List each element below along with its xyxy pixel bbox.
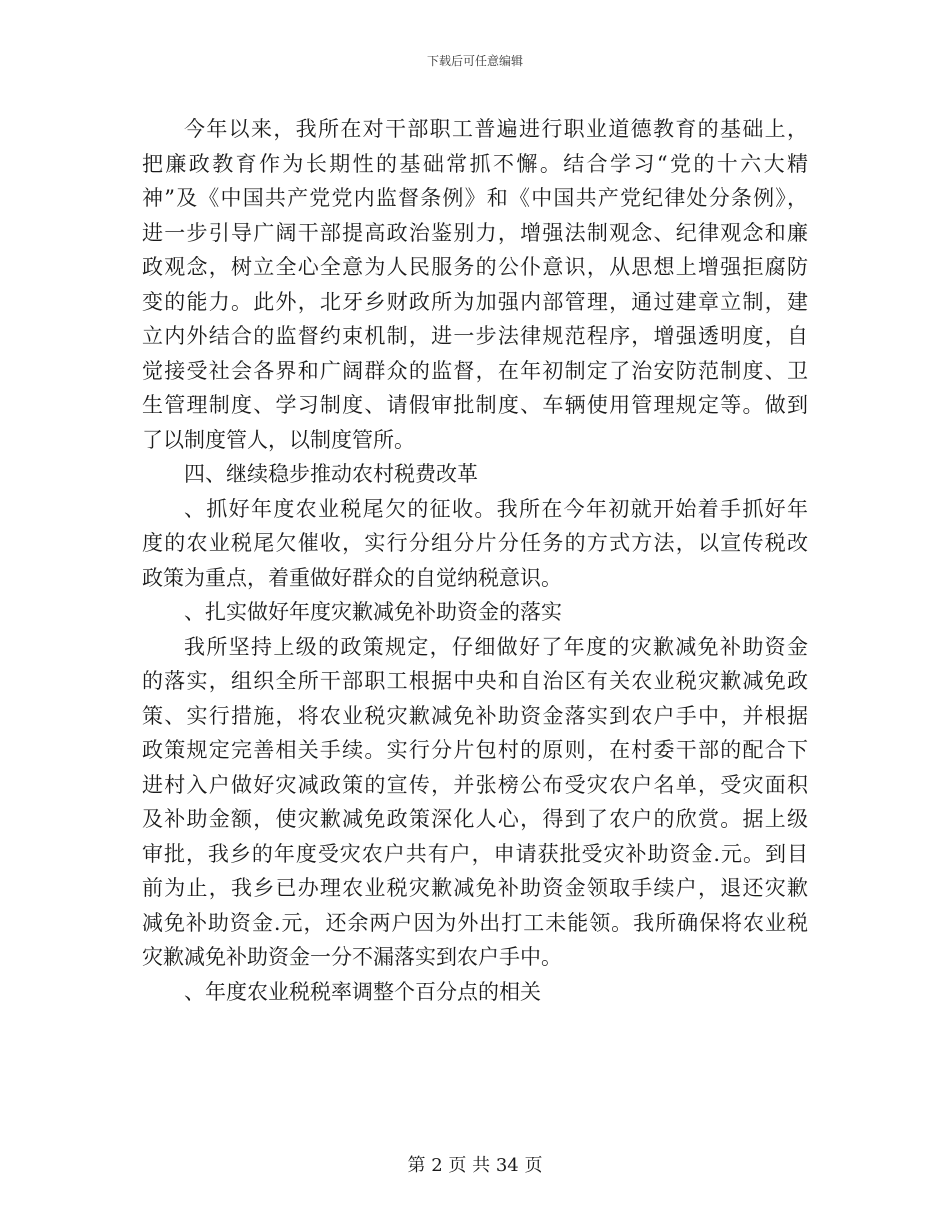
text-line: 的落实，组织全所干部职工根据中央和自治区有关农业税灾歉减免政 <box>142 669 808 693</box>
text-line: 前为止，我乡已办理农业税灾歉减免补助资金领取手续户，退还灾歉 <box>142 876 808 900</box>
text-line: 及补助金额，使灾歉减免政策深化人心，得到了农户的欣赏。据上级 <box>142 807 808 831</box>
text-line: 政策为重点，着重做好群众的自觉纳税意识。 <box>142 565 562 590</box>
subsection-heading: 、扎实做好年度灾歉减免补助资金的落实 <box>184 600 562 624</box>
text-line: 度的农业税尾欠催收，实行分组分片分任务的方式方法，以宣传税改 <box>142 531 808 555</box>
text-line: 政观念，树立全心全意为人民服务的公仆意识，从思想上增强拒腐防 <box>142 255 808 279</box>
text-line: 把廉政教育作为长期性的基础常抓不懈。结合学习“党的十六大精 <box>142 151 808 176</box>
document-body <box>142 112 808 1009</box>
text-line: 进一步引导广阔干部提高政治鉴别力，增强法制观念、纪律观念和廉 <box>142 220 808 245</box>
text-line: 灾歉减免补助资金一分不漏落实到农户手中。 <box>142 945 562 969</box>
text-line: 生管理制度、学习制度、请假审批制度、车辆使用管理规定等。做到 <box>142 393 808 417</box>
text-line: 了以制度管人，以制度管所。 <box>142 427 415 452</box>
page-header-note: 下载后可任意编辑 <box>426 54 523 68</box>
text-line: 变的能力。此外，北牙乡财政所为加强内部管理，通过建章立制，建 <box>142 289 808 314</box>
text-line: 减免补助资金.元，还余两户因为外出打工未能领。我所确保将农业税 <box>142 910 808 935</box>
page-number: 第 2 页 共 34 页 <box>407 1155 543 1176</box>
text-line: 觉接受社会各界和广阔群众的监督，在年初制定了治安防范制度、卫 <box>142 358 808 383</box>
text-line: 今年以来，我所在对干部职工普遍进行职业道德教育的基础上， <box>184 117 808 141</box>
text-line: 策、实行措施，将农业税灾歉减免补助资金落实到农户手中，并根据 <box>142 703 808 728</box>
text-line: 我所坚持上级的政策规定，仔细做好了年度的灾歉减免补助资金 <box>184 634 808 659</box>
text-line: 进村入户做好灾减政策的宣传，并张榜公布受灾农户名单，受灾面积 <box>142 772 808 797</box>
text-line: 立内外结合的监督约束机制，进一步法律规范程序，增强透明度，自 <box>142 324 808 348</box>
text-line: 神”及《中国共产党党内监督条例》和《中国共产党纪律处分条例》， <box>142 186 808 210</box>
text-line: 、抓好年度农业税尾欠的征收。我所在今年初就开始着手抓好年 <box>184 496 808 521</box>
text-line: 审批，我乡的年度受灾农户共有户，申请获批受灾补助资金.元。到目 <box>142 841 808 866</box>
text-line: 政策规定完善相关手续。实行分片包村的原则，在村委干部的配合下 <box>142 738 808 762</box>
subsection-heading: 、年度农业税税率调整个百分点的相关 <box>184 979 541 1004</box>
section-heading: 四、继续稳步推动农村税费改革 <box>184 462 478 486</box>
